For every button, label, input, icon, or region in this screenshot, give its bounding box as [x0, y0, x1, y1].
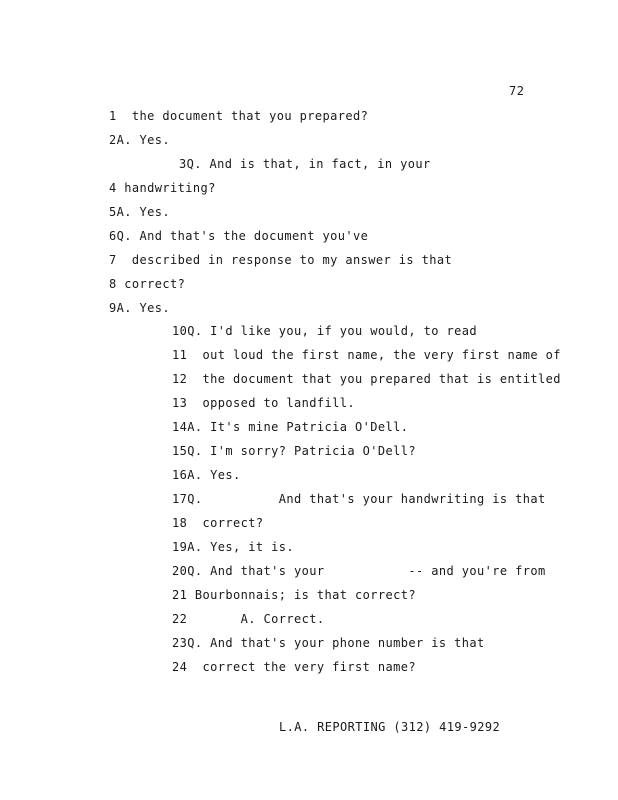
transcript-line-17: 17Q. And that's your handwriting is that [172, 492, 546, 506]
transcript-line-24: 24 correct the very first name? [172, 660, 416, 674]
transcript-line-16: 16A. Yes. [172, 468, 241, 482]
transcript-line-1: 1 the document that you prepared? [109, 109, 369, 123]
transcript-line-5: 5A. Yes. [109, 205, 170, 219]
transcript-line-20: 20Q. And that's your -- and you're from [172, 564, 546, 578]
transcript-line-18: 18 correct? [172, 516, 264, 530]
transcript-line-12: 12 the document that you prepared that is entitled [172, 372, 561, 386]
transcript-line-15: 15Q. I'm sorry? Patricia O'Dell? [172, 444, 416, 458]
transcript-line-8: 8 correct? [109, 277, 186, 291]
transcript-line-10: 10Q. I'd like you, if you would, to read [172, 324, 477, 338]
page-number: 72 [509, 84, 525, 98]
transcript-line-23: 23Q. And that's your phone number is that [172, 636, 485, 650]
transcript-line-4: 4 handwriting? [109, 181, 216, 195]
transcript-line-7: 7 described in response to my answer is that [109, 253, 453, 267]
transcript-line-6: 6Q. And that's the document you've [109, 229, 369, 243]
transcript-line-3: 3Q. And is that, in fact, in your [179, 157, 431, 171]
transcript-line-19: 19A. Yes, it is. [172, 540, 294, 554]
transcript-line-13: 13 opposed to landfill. [172, 396, 355, 410]
reporter-footer: L.A. REPORTING (312) 419-9292 [279, 720, 501, 734]
transcript-line-11: 11 out loud the first name, the very first name of [172, 348, 561, 362]
transcript-line-9: 9A. Yes. [109, 301, 170, 315]
transcript-line-21: 21 Bourbonnais; is that correct? [172, 588, 416, 602]
transcript-line-14: 14A. It's mine Patricia O'Dell. [172, 420, 409, 434]
transcript-line-2: 2A. Yes. [109, 133, 170, 147]
transcript-line-22: 22 A. Correct. [172, 612, 325, 626]
